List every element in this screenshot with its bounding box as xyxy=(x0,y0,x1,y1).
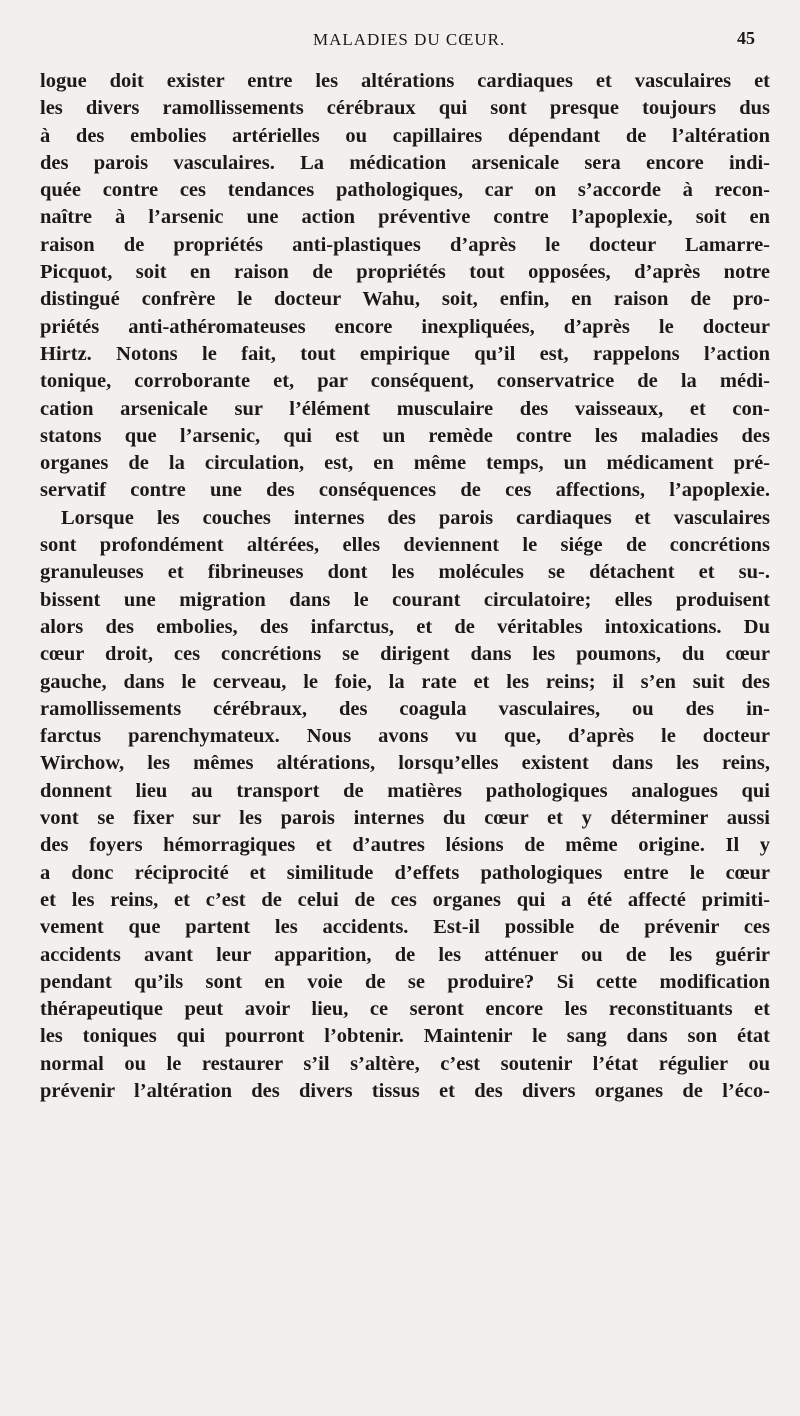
running-title: MALADIES DU CŒUR. xyxy=(313,30,506,49)
text-line: à des embolies artérielles ou capillaires dépendant de l’altération xyxy=(40,124,770,147)
text-line: Hirtz. Notons le fait, tout empirique qu’il est, rappelons l’action xyxy=(40,342,770,365)
text-line: priétés anti-athéromateuses encore inexpliquées, d’après le docteur xyxy=(40,315,770,338)
text-line: des parois vasculaires. La médication arsenicale sera encore indi- xyxy=(40,151,770,174)
text-line: accidents avant leur apparition, de les atténuer ou de les guérir xyxy=(40,943,770,966)
text-line: thérapeutique peut avoir lieu, ce seront encore les reconstituants et xyxy=(40,998,770,1021)
text-line: et les reins, et c’est de celui de ces organes qui a été affecté primiti- xyxy=(40,888,770,911)
text-line: ramollissements cérébraux, des coagula vasculaires, ou des in- xyxy=(40,697,770,720)
text-line: gauche, dans le cerveau, le foie, la rate et les reins; il s’en suit des xyxy=(40,670,770,693)
text-line: quée contre ces tendances pathologiques, car on s’accorde à recon- xyxy=(40,179,770,202)
text-line: raison de propriétés anti-plastiques d’après le docteur Lamarre- xyxy=(40,233,770,256)
text-line: naître à l’arsenic une action préventive contre l’apoplexie, soit en xyxy=(40,206,770,229)
text-line: Wirchow, les mêmes altérations, lorsqu’elles existent dans les reins, xyxy=(40,752,770,775)
text-line: servatif contre une des conséquences de ces affections, l’apoplexie. xyxy=(40,479,770,502)
text-line: farctus parenchymateux. Nous avons vu que, d’après le docteur xyxy=(40,725,770,748)
text-line: tonique, corroborante et, par conséquent, conservatrice de la médi- xyxy=(40,370,770,393)
text-line: les divers ramollissements cérébraux qui sont presque toujours dus xyxy=(40,97,770,120)
text-line: les toniques qui pourront l’obtenir. Maintenir le sang dans son état xyxy=(40,1025,770,1048)
text-line: statons que l’arsenic, qui est un remède contre les maladies des xyxy=(40,424,770,447)
text-line: sont profondément altérées, elles deviennent le siége de concrétions xyxy=(40,534,770,557)
text-line: bissent une migration dans le courant circulatoire; elles produisent xyxy=(40,588,770,611)
text-line: cœur droit, ces concrétions se dirigent dans les poumons, du cœur xyxy=(40,643,770,666)
text-line: alors des embolies, des infarctus, et de véritables intoxications. Du xyxy=(40,615,770,638)
text-line: a donc réciprocité et similitude d’effets pathologiques entre le cœur xyxy=(40,861,770,884)
text-line: normal ou le restaurer s’il s’altère, c’est soutenir l’état régulier ou xyxy=(40,1052,770,1075)
text-line: organes de la circulation, est, en même temps, un médicament pré- xyxy=(40,452,770,475)
text-line: vement que partent les accidents. Est-il possible de prévenir ces xyxy=(40,916,770,939)
text-line: granuleuses et fibrineuses dont les molécules se détachent et su-. xyxy=(40,561,770,584)
text-line: donnent lieu au transport de matières pathologiques analogues qui xyxy=(40,779,770,802)
text-line: logue doit exister entre les altérations cardiaques et vasculaires et xyxy=(40,70,770,92)
page-number: 45 xyxy=(737,28,755,48)
text-line: vont se fixer sur les parois internes du cœur et y déterminer aussi xyxy=(40,807,770,830)
text-line: prévenir l’altération des divers tissus et des divers organes de l’éco- xyxy=(40,1079,770,1102)
paragraph-start-line: Lorsque les couches internes des parois cardiaques et vasculaires xyxy=(61,506,770,529)
text-line: cation arsenicale sur l’élément musculaire des vaisseaux, et con- xyxy=(40,397,770,420)
body-text xyxy=(40,68,770,1105)
text-line: des foyers hémorragiques et d’autres lésions de même origine. Il y xyxy=(40,834,770,857)
text-line: distingué confrère le docteur Wahu, soit, enfin, en raison de pro- xyxy=(40,288,770,311)
text-line: Picquot, soit en raison de propriétés tout opposées, d’après notre xyxy=(40,261,770,284)
text-line: pendant qu’ils sont en voie de se produire? Si cette modification xyxy=(40,970,770,993)
